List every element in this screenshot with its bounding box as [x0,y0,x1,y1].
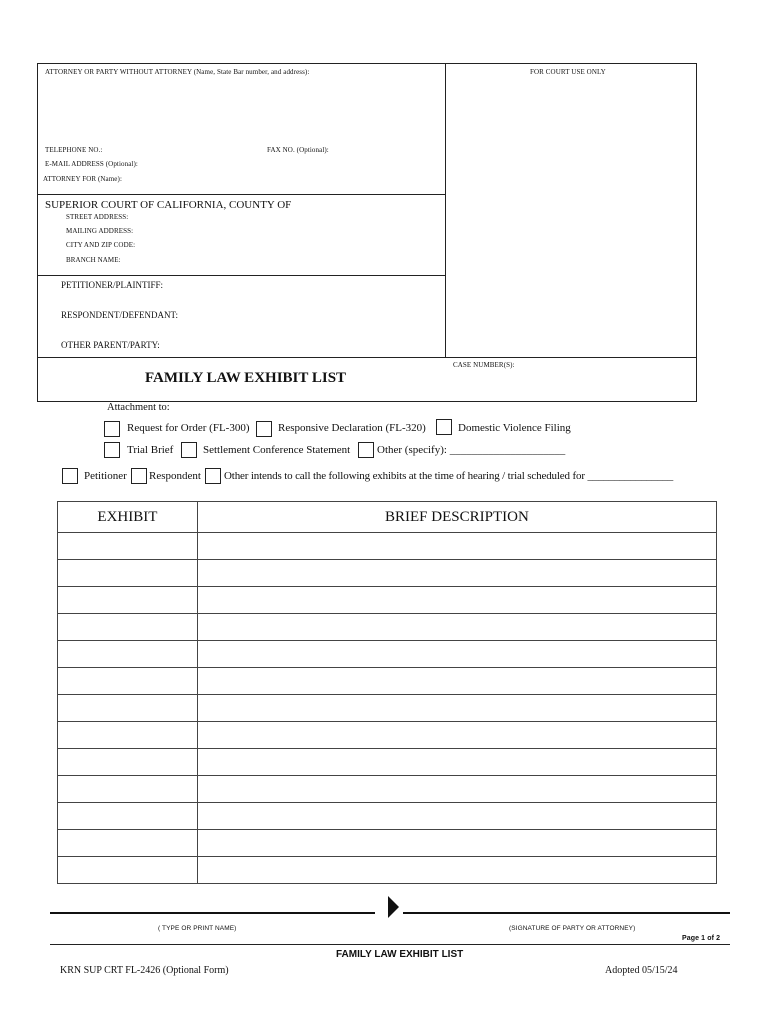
petitioner-checkbox[interactable] [62,468,78,484]
description-cell[interactable] [197,668,716,695]
petitioner-label: PETITIONER/PLAINTIFF: [61,280,163,290]
dv-filing-label: Domestic Violence Filing [458,422,571,434]
table-header-row [58,502,717,533]
description-cell[interactable] [197,695,716,722]
rfo-label: Request for Order (FL-300) [127,422,250,434]
trial-brief-checkbox[interactable] [104,442,120,458]
description-cell[interactable] [197,560,716,587]
court-use-label: FOR COURT USE ONLY [530,68,606,76]
trial-brief-label: Trial Brief [127,444,174,456]
exhibit-cell[interactable] [58,722,198,749]
exhibit-table [57,501,717,884]
other-attachment-checkbox[interactable] [358,442,374,458]
fax-label: FAX NO. (Optional): [267,146,329,154]
table-row [58,560,717,587]
attorney-for-label: ATTORNEY FOR (Name): [43,175,122,183]
exhibit-cell[interactable] [58,641,198,668]
table-row [58,803,717,830]
print-name-field[interactable] [50,890,375,910]
attorney-field[interactable] [45,80,435,140]
table-row [58,695,717,722]
rfo-checkbox[interactable] [104,421,120,437]
table-row [58,749,717,776]
table-row [58,533,717,560]
attorney-label: ATTORNEY OR PARTY WITHOUT ATTORNEY (Name, State Bar number, and address): [45,68,310,76]
exhibit-cell[interactable] [58,614,198,641]
other-party-label: OTHER PARENT/PARTY: [61,340,160,350]
table-row [58,722,717,749]
form-title: FAMILY LAW EXHIBIT LIST [145,370,347,386]
signature-line [403,912,730,914]
print-name-caption: ( TYPE OR PRINT NAME) [158,925,237,932]
settlement-checkbox[interactable] [181,442,197,458]
description-column-header: BRIEF DESCRIPTION [197,502,716,533]
dv-filing-checkbox[interactable] [436,419,452,435]
email-label: E-MAIL ADDRESS (Optional): [45,160,138,168]
respondent-option-label: Respondent [149,470,201,482]
exhibit-cell[interactable] [58,695,198,722]
description-cell[interactable] [197,614,716,641]
exhibit-cell[interactable] [58,803,198,830]
case-number-label: CASE NUMBER(S): [453,361,515,369]
exhibit-cell[interactable] [58,776,198,803]
petitioner-option-label: Petitioner [84,470,127,482]
page-number: Page 1 of 2 [682,935,721,942]
description-cell[interactable] [197,641,716,668]
description-cell[interactable] [197,803,716,830]
respondent-label: RESPONDENT/DEFENDANT: [61,310,179,320]
exhibit-column-header: EXHIBIT [58,502,198,533]
table-row [58,641,717,668]
description-cell[interactable] [197,749,716,776]
hearing-statement: Other intends to call the following exhibits at the time of hearing / trial scheduled for ________________ [224,470,674,482]
attorney-section-rule [37,194,445,195]
court-title: SUPERIOR COURT OF CALIFORNIA, COUNTY OF [45,199,292,211]
table-row [58,614,717,641]
description-cell[interactable] [197,830,716,857]
description-cell[interactable] [197,857,716,884]
responsive-declaration-label: Responsive Declaration (FL-320) [278,422,426,434]
exhibit-cell[interactable] [58,857,198,884]
description-cell[interactable] [197,722,716,749]
signature-field[interactable] [403,890,730,910]
telephone-label: TELEPHONE NO.: [45,146,103,154]
caption-divider [445,63,446,358]
city-zip-label: CITY AND ZIP CODE: [66,241,136,249]
settlement-label: Settlement Conference Statement [203,444,351,456]
print-name-line [50,912,375,914]
adopted-date: Adopted 05/15/24 [605,965,678,976]
street-address-label: STREET ADDRESS: [66,213,129,221]
respondent-checkbox[interactable] [131,468,147,484]
table-row [58,668,717,695]
footer-title: FAMILY LAW EXHIBIT LIST [336,949,464,960]
exhibit-cell[interactable] [58,668,198,695]
exhibit-cell[interactable] [58,830,198,857]
table-row [58,776,717,803]
description-cell[interactable] [197,587,716,614]
case-number-field[interactable] [453,372,688,396]
exhibit-cell[interactable] [58,587,198,614]
form-id: KRN SUP CRT FL-2426 (Optional Form) [60,965,229,976]
title-section-rule [37,357,697,358]
description-cell[interactable] [197,533,716,560]
arrow-marker-icon [388,896,400,918]
footer-rule [50,944,730,945]
exhibit-cell[interactable] [58,749,198,776]
description-cell[interactable] [197,776,716,803]
exhibit-cell[interactable] [58,560,198,587]
exhibit-cell[interactable] [58,533,198,560]
signature-caption: (SIGNATURE OF PARTY OR ATTORNEY) [509,925,636,932]
mailing-address-label: MAILING ADDRESS: [66,227,134,235]
table-row [58,830,717,857]
other-party-checkbox[interactable] [205,468,221,484]
table-row [58,857,717,884]
responsive-declaration-checkbox[interactable] [256,421,272,437]
court-section-rule [37,275,445,276]
other-attachment-label: Other (specify): _____________________ [377,444,566,456]
branch-name-label: BRANCH NAME: [66,256,121,264]
table-row [58,587,717,614]
attachment-label: Attachment to: [107,402,170,413]
